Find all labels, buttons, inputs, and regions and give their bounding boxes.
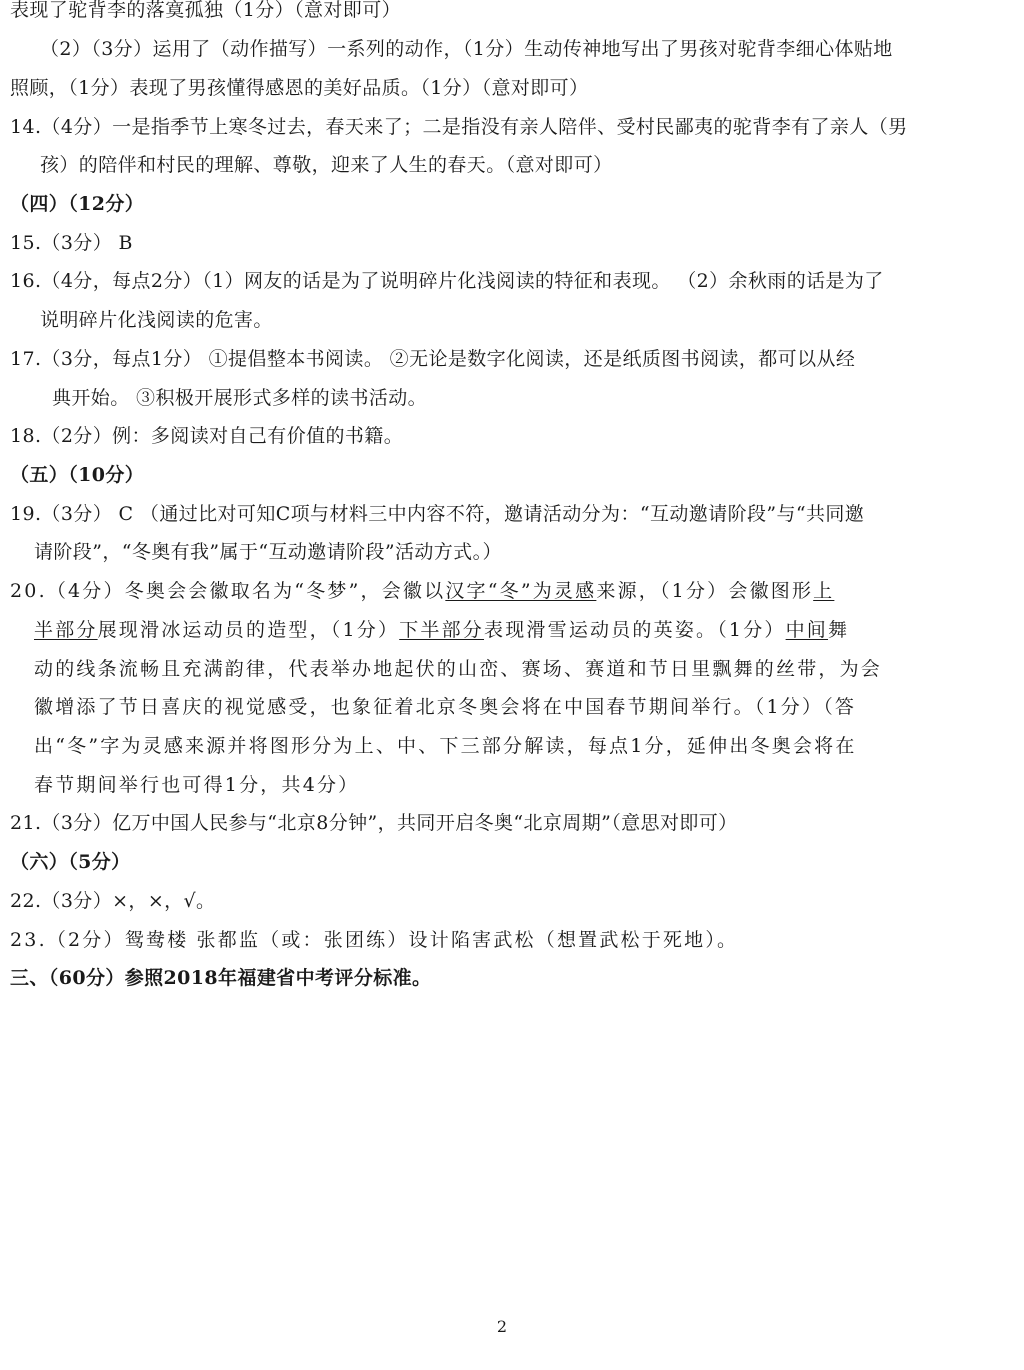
answer-line: 孩）的陪伴和村民的理解、尊敬，迎来了人生的春天。（意对即可） bbox=[40, 154, 613, 176]
answer-line: 出“冬”字为灵感来源并将图形分为上、中、下三部分解读，每点1分，延伸出冬奥会将在 bbox=[34, 735, 857, 757]
answer-15: 15.（3分） B bbox=[10, 232, 133, 254]
underlined-key-point: 半部分 bbox=[34, 619, 98, 641]
answer-16: 16.（4分，每点2分）（1）网友的话是为了说明碎片化浅阅读的特征和表现。 （2）余秋雨的话是为了 bbox=[10, 270, 884, 292]
underlined-key-point: 下半部分 bbox=[399, 619, 485, 641]
answer-line: 动的线条流畅且充满韵律，代表举办地起伏的山峦、赛场、赛道和节日里飘舞的丝带，为会 bbox=[34, 658, 883, 680]
answer-line: （2）（3分）运用了（动作描写）一系列的动作，（1分）生动传神地写出了男孩对驼背李细心体贴地 bbox=[40, 38, 893, 60]
answer-line: 表现了驼背李的落寞孤独（1分）（意对即可） bbox=[10, 0, 401, 21]
answer-text: 来源，（1分）会徽图形 bbox=[596, 580, 814, 602]
underlined-key-point: 上 bbox=[813, 580, 835, 602]
answer-line: 典开始。 ③积极开展形式多样的读书活动。 bbox=[52, 387, 428, 409]
section-heading-5: （五）（10分） bbox=[10, 464, 145, 486]
answer-line: 徽增添了节日喜庆的视觉感受，也象征着北京冬奥会将在中国春节期间举行。（1分）（答 bbox=[34, 696, 857, 718]
answer-text: 表现滑雪运动员的英姿。（1分） bbox=[484, 619, 786, 641]
answer-22: 22.（3分）×，×，√。 bbox=[10, 890, 216, 912]
answer-line: 请阶段”，“冬奥有我”属于“互动邀请阶段”活动方式。） bbox=[34, 541, 502, 563]
answer-line: 说明碎片化浅阅读的危害。 bbox=[40, 309, 273, 331]
underlined-key-point: 中间 bbox=[785, 619, 829, 641]
answer-14: 14.（4分）一是指季节上寒冬过去，春天来了；二是指没有亲人陪伴、受村民鄙夷的驼背李有了亲人（男 bbox=[10, 116, 908, 138]
answer-line: 照顾，（1分）表现了男孩懂得感恩的美好品质。（1分）（意对即可） bbox=[10, 77, 589, 99]
answer-17: 17.（3分，每点1分） ①提倡整本书阅读。 ②无论是数字化阅读，还是纸质图书阅读，都可以从经 bbox=[10, 348, 856, 370]
answer-21: 21.（3分）亿万中国人民参与“北京8分钟”，共同开启冬奥“北京周期”（意思对即可） bbox=[10, 812, 738, 834]
answer-23: 23.（2分）鸳鸯楼 张都监（或：张团练）设计陷害武松（想置武松于死地）。 bbox=[10, 929, 739, 951]
page-number: 2 bbox=[496, 1317, 508, 1336]
answer-19: 19.（3分） C （通过比对可知C项与材料三中内容不符，邀请活动分为：“互动邀请阶段”与“共同邀 bbox=[10, 503, 865, 525]
section-heading-3: 三、（60分）参照2018年福建省中考评分标准。 bbox=[10, 967, 432, 989]
answer-text: 20.（4分）冬奥会会徽取名为“冬梦”，会徽以 bbox=[10, 580, 446, 602]
answer-line bbox=[34, 617, 849, 643]
section-heading-6: （六）（5分） bbox=[10, 851, 131, 873]
underlined-key-point: 汉字“冬”为灵感 bbox=[445, 580, 597, 602]
answer-20 bbox=[10, 578, 834, 604]
answer-18: 18.（2分）例：多阅读对自己有价值的书籍。 bbox=[10, 425, 404, 447]
section-heading-4: （四）（12分） bbox=[10, 193, 145, 215]
answer-line: 春节期间举行也可得1分，共4分） bbox=[34, 774, 360, 796]
answer-text: 舞 bbox=[828, 619, 850, 641]
answer-text: 展现滑冰运动员的造型，（1分） bbox=[97, 619, 400, 641]
